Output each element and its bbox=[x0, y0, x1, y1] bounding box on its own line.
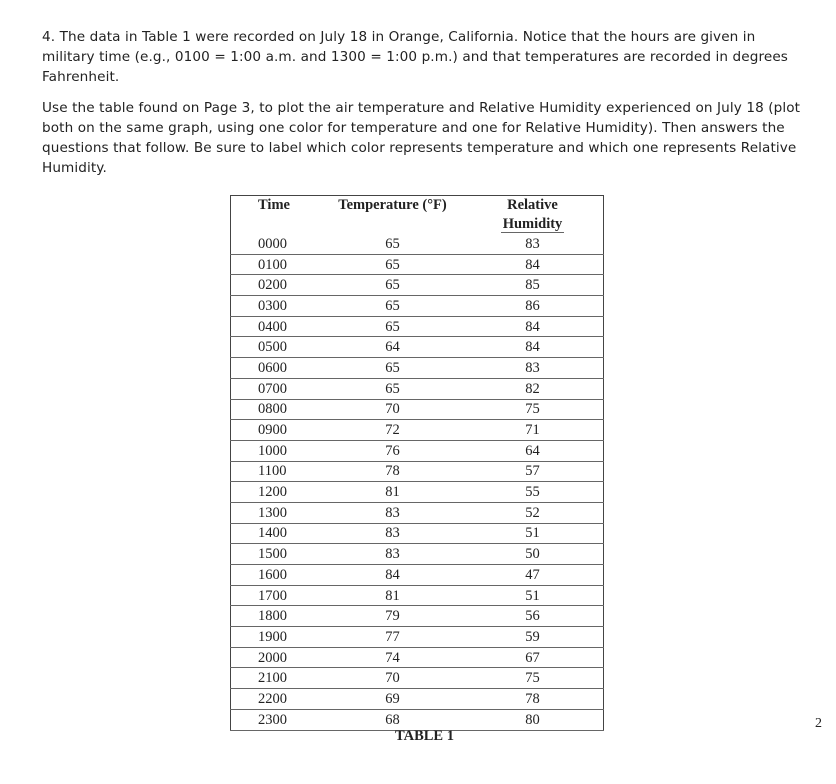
question-intro: 4. The data in Table 1 were recorded on July 18 in Orange, California. Notice that the hours are given in military time (e.g., 0100 = 1:00 a.m. and 1300 = 1:00 p.m.) and that temperatures are recorded in degrees Fahrenheit. bbox=[42, 29, 788, 85]
cell-temperature: 84 bbox=[323, 565, 463, 586]
cell-humidity: 75 bbox=[463, 399, 604, 420]
cell-humidity: 56 bbox=[463, 606, 604, 627]
table-row bbox=[231, 296, 604, 317]
table-row bbox=[231, 316, 604, 337]
table-row bbox=[231, 627, 604, 648]
cell-time: 1200 bbox=[231, 482, 323, 503]
cell-time: 0700 bbox=[231, 378, 323, 399]
cell-time: 0100 bbox=[231, 254, 323, 275]
table-row bbox=[231, 358, 604, 379]
cell-time: 2000 bbox=[231, 647, 323, 668]
cell-time: 0900 bbox=[231, 420, 323, 441]
cell-humidity: 83 bbox=[463, 358, 604, 379]
table-row bbox=[231, 234, 604, 254]
cell-humidity: 80 bbox=[463, 709, 604, 730]
table-row bbox=[231, 378, 604, 399]
cell-humidity: 86 bbox=[463, 296, 604, 317]
header-humidity-line2: Humidity bbox=[502, 216, 563, 232]
table-row bbox=[231, 440, 604, 461]
table-row bbox=[231, 606, 604, 627]
cell-time: 1800 bbox=[231, 606, 323, 627]
table-row bbox=[231, 544, 604, 565]
cell-humidity: 52 bbox=[463, 502, 604, 523]
cell-temperature: 70 bbox=[323, 399, 463, 420]
table-body bbox=[231, 234, 604, 730]
header-humidity-line1: Relative bbox=[507, 197, 558, 213]
cell-time: 0400 bbox=[231, 316, 323, 337]
table-row bbox=[231, 523, 604, 544]
cell-temperature: 81 bbox=[323, 585, 463, 606]
cell-temperature: 65 bbox=[323, 358, 463, 379]
cell-time: 1400 bbox=[231, 523, 323, 544]
cell-temperature: 65 bbox=[323, 234, 463, 254]
cell-humidity: 83 bbox=[463, 234, 604, 254]
table-row bbox=[231, 647, 604, 668]
table-header-row bbox=[231, 196, 604, 235]
cell-humidity: 57 bbox=[463, 461, 604, 482]
cell-humidity: 84 bbox=[463, 254, 604, 275]
cell-temperature: 72 bbox=[323, 420, 463, 441]
cell-temperature: 77 bbox=[323, 627, 463, 648]
cell-time: 1600 bbox=[231, 565, 323, 586]
cell-temperature: 65 bbox=[323, 296, 463, 317]
table-row bbox=[231, 275, 604, 296]
cell-humidity: 82 bbox=[463, 378, 604, 399]
table-row bbox=[231, 502, 604, 523]
table-row bbox=[231, 337, 604, 358]
table-row bbox=[231, 689, 604, 710]
cell-humidity: 84 bbox=[463, 316, 604, 337]
page-number: 2 bbox=[815, 716, 822, 731]
cell-temperature: 81 bbox=[323, 482, 463, 503]
table-row bbox=[231, 585, 604, 606]
cell-temperature: 65 bbox=[323, 316, 463, 337]
header-temperature: Temperature (°F) bbox=[338, 197, 447, 213]
cell-temperature: 65 bbox=[323, 275, 463, 296]
cell-humidity: 50 bbox=[463, 544, 604, 565]
cell-temperature: 83 bbox=[323, 502, 463, 523]
cell-time: 1100 bbox=[231, 461, 323, 482]
table-row bbox=[231, 461, 604, 482]
cell-time: 0600 bbox=[231, 358, 323, 379]
cell-humidity: 59 bbox=[463, 627, 604, 648]
cell-time: 1700 bbox=[231, 585, 323, 606]
table-row bbox=[231, 482, 604, 503]
cell-temperature: 76 bbox=[323, 440, 463, 461]
cell-temperature: 78 bbox=[323, 461, 463, 482]
cell-time: 1500 bbox=[231, 544, 323, 565]
cell-humidity: 55 bbox=[463, 482, 604, 503]
table-caption: TABLE 1 bbox=[395, 728, 454, 744]
table-row bbox=[231, 254, 604, 275]
cell-humidity: 85 bbox=[463, 275, 604, 296]
table-row bbox=[231, 399, 604, 420]
cell-temperature: 69 bbox=[323, 689, 463, 710]
cell-temperature: 65 bbox=[323, 254, 463, 275]
cell-humidity: 51 bbox=[463, 523, 604, 544]
cell-time: 0000 bbox=[231, 234, 323, 254]
table-row bbox=[231, 709, 604, 730]
cell-temperature: 70 bbox=[323, 668, 463, 689]
question-instructions: Use the table found on Page 3, to plot the air temperature and Relative Humidity experienced on July 18 (plot both on the same graph, using one color for temperature and one for Relative Humidity). Then answers the questions that follow. Be sure to label which color represents temperature and which one represents Relative Humidity. bbox=[42, 100, 801, 176]
cell-temperature: 83 bbox=[323, 523, 463, 544]
cell-temperature: 79 bbox=[323, 606, 463, 627]
cell-time: 1000 bbox=[231, 440, 323, 461]
cell-humidity: 47 bbox=[463, 565, 604, 586]
cell-time: 2100 bbox=[231, 668, 323, 689]
cell-temperature: 74 bbox=[323, 647, 463, 668]
cell-temperature: 83 bbox=[323, 544, 463, 565]
header-humidity bbox=[463, 196, 604, 235]
cell-time: 1300 bbox=[231, 502, 323, 523]
header-time: Time bbox=[258, 197, 290, 213]
data-table bbox=[230, 195, 604, 731]
cell-humidity: 64 bbox=[463, 440, 604, 461]
cell-time: 0500 bbox=[231, 337, 323, 358]
cell-temperature: 68 bbox=[323, 709, 463, 730]
cell-humidity: 71 bbox=[463, 420, 604, 441]
cell-time: 2300 bbox=[231, 709, 323, 730]
table-row bbox=[231, 420, 604, 441]
cell-time: 0200 bbox=[231, 275, 323, 296]
cell-humidity: 75 bbox=[463, 668, 604, 689]
cell-temperature: 65 bbox=[323, 378, 463, 399]
cell-humidity: 67 bbox=[463, 647, 604, 668]
table-row bbox=[231, 668, 604, 689]
cell-humidity: 78 bbox=[463, 689, 604, 710]
table-row bbox=[231, 565, 604, 586]
cell-temperature: 64 bbox=[323, 337, 463, 358]
cell-time: 1900 bbox=[231, 627, 323, 648]
cell-humidity: 51 bbox=[463, 585, 604, 606]
cell-humidity: 84 bbox=[463, 337, 604, 358]
cell-time: 0300 bbox=[231, 296, 323, 317]
cell-time: 0800 bbox=[231, 399, 323, 420]
cell-time: 2200 bbox=[231, 689, 323, 710]
